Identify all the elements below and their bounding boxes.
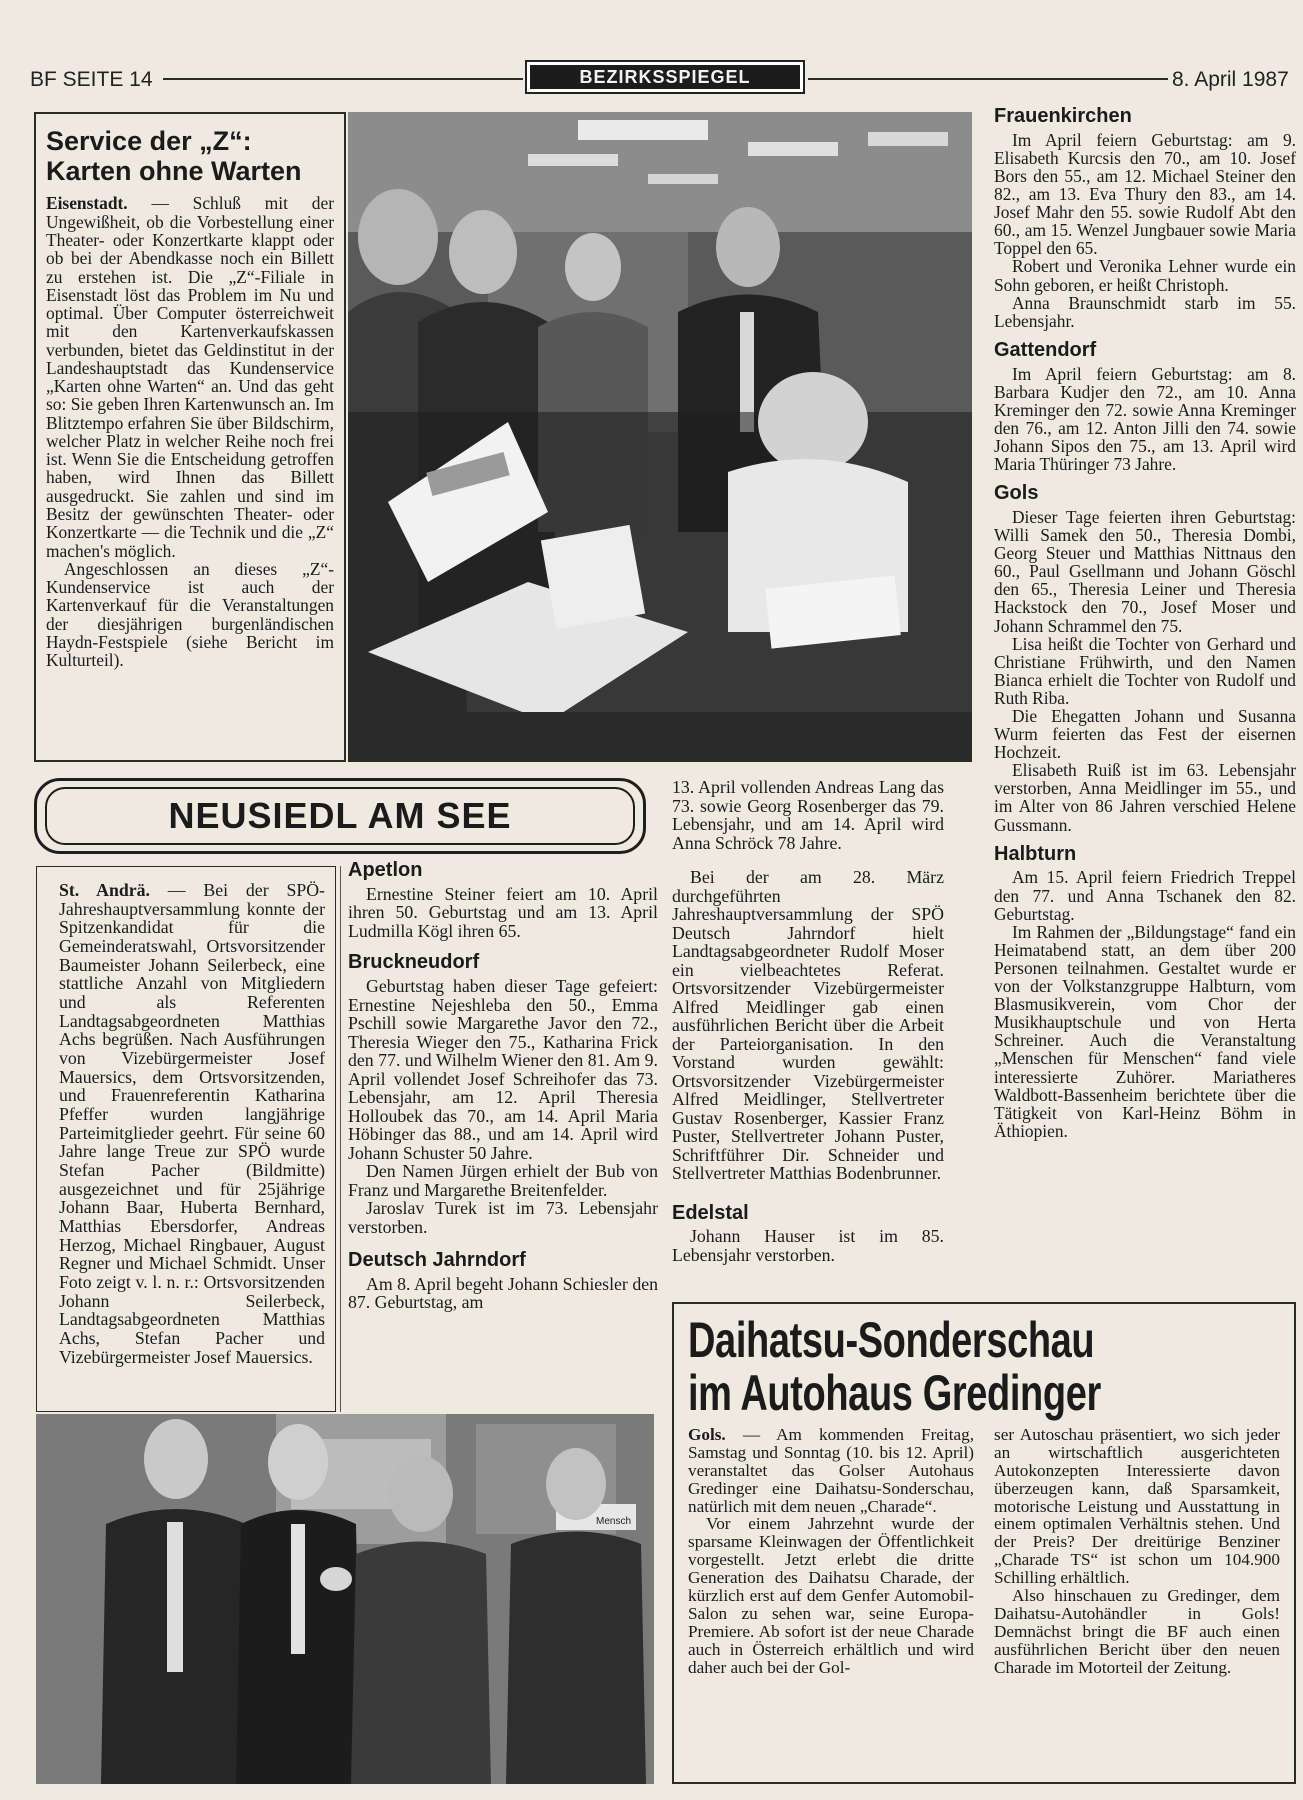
paragraph: Im April feiern Geburtstag: am 9. Elisabeth Kurcsis den 70., am 10. Josef Bors den 55., am 12. Michael Steiner den 82., am 13. Eva Thury den 83., am 14. Josef Mahr den 55. sowie Rudolf Abt den 60., am 15. Wenzel Jungbauer sowie Maria Toppel den 65. (994, 129, 1296, 259)
dateline: Eisenstadt. (46, 193, 128, 214)
paragraph: Angeschlossen an dieses „Z“-Kundenservice ist auch der Kartenverkauf für die Veranstaltungen der diesjährigen burgenländischen Haydn-Festspiele (siehe Bericht im Kulturteil). (46, 558, 334, 671)
region-banner-outer (34, 778, 646, 854)
column-mid-right (672, 778, 944, 1264)
section-edelstal-heading: Edelstal (672, 1201, 749, 1224)
section-gattendorf-heading: Gattendorf (994, 338, 1097, 361)
article-service-body (46, 194, 334, 669)
article-service-box (34, 112, 346, 762)
section-title-box (525, 60, 805, 94)
section-frauenkirchen-heading: Frauenkirchen (994, 105, 1132, 127)
section-bruckneudorf-heading: Bruckneudorf (348, 951, 480, 974)
dateline: St. Andrä. (59, 880, 150, 900)
paragraph: — Schluß mit der Ungewißheit, ob die Vorbestellung einer Theater- oder Konzertkarte klappt oder ob bei der Abendkasse noch ein Billett zu erstehen ist. Die „Z“-Filiale in Eisenstadt löst das Problem im Nu und optimal. Über Computer österreichweit mit den Kartenverkaufskassen verbunden, bietet das Geldinstitut in der Landeshauptstadt das Kundenservice „Karten ohne Warten“ an. Und das geht so: Sie geben Ihren Kartenwunsch an. Im Blitztempo erfahren Sie über Bildschirm, welcher Platz in welcher Reihe noch frei ist. Wenn Sie die Entscheidung getroffen haben, wird Ihnen das Billett ausgedruckt. Sie zahlen und sind im Besitz der gewünschten Theater- oder Konzertkarte — die Technik und die „Z“ machen's möglich. (46, 193, 334, 561)
paragraph: Den Namen Jürgen erhielt der Bub von Franz und Margarethe Breitenfelder. (348, 1161, 658, 1200)
page-number: BF SEITE 14 (30, 68, 153, 91)
paragraph: Geburtstag haben dieser Tage gefeiert: Ernestine Nejeshleba den 50., Emma Pschill sowie Margarethe Javor den 72., Theresia Wieger den 75., Katharina Frick den 77. und Wilhelm Wiener den 81. Am 9. April vollendet Josef Schreihofer das 73. Lebensjahr, am 12. April Theresia Holloubek das 70., am 14. April Maria Höbinger das 88., und am 14. April wird Johann Schuster 50 Jahre. (348, 976, 658, 1163)
column-divider (340, 866, 341, 1412)
headline-line-1: Service der „Z“: (46, 126, 252, 156)
headline-line-2: Karten ohne Warten (46, 156, 302, 187)
paragraph: 13. April vollenden Andreas Lang das 73. sowie Georg Rosenberger das 79. Lebensjahr, und am 14. April wird Anna Schröck 78 Jahre. (672, 777, 944, 853)
article-daihatsu-col-1 (688, 1426, 974, 1676)
paragraph: Jaroslav Turek ist im 73. Lebensjahr verstorben. (348, 1198, 658, 1237)
photo-spoe-honorees-image (36, 1414, 654, 1784)
paragraph: Die Ehegatten Johann und Susanna Wurm feierten das Fest der eisernen Hochzeit. (994, 706, 1296, 763)
column-mid (348, 860, 658, 1312)
article-daihatsu-box (672, 1302, 1296, 1784)
column-right (994, 106, 1296, 1140)
paragraph: — Bei der SPÖ-Jahreshauptversammlung konnte der Spitzenkandidat für die Gemeinderatswahl, Ortsvorsitzender Baumeister Johann Seilerbeck, eine stattliche Anzahl von Mitgliedern und als Referenten Landtagsabgeordneten Matthias Achs begrüßen. Nach Ausführungen von Vizebürgermeister Josef Mauersics, dem Ortsvorsitzenden, und Frauenreferentin Katharina Pfeffer wurden langjährige Parteimitglieder geehrt. Für seine 60 Jahre lange Treue zur SPÖ wurde Stefan Pacher (Bildmitte) ausgezeichnet und für 25jährige Johann Baar, Huberta Bernhard, Matthias Ebersdorfer, Andreas Herzog, Michael Ringbauer, August Regner und Michael Schmidt. Unser Foto zeigt v. l. n. r.: Ortsvorsitzenden Johann Seilerbeck, Landtagsabgeordneten Matthias Achs, Stefan Pacher und Vizebürgermeister Josef Mauersics. (59, 880, 325, 1367)
paragraph: ser Autoschau präsentiert, wo sich jeder an wirtschaftlich ausgerichteten Autokonzepten Interessierte davon überzeugen kann, daß Sparsamkeit, motorische Leistung und Ausstattung in einem optimalen Verhältnis stehen. Und der Preis? Der dreitürige Benziner „Charade TS“ ist schon um 104.900 Schilling erhältlich. (994, 1425, 1280, 1588)
section-title: BEZIRKSSPIEGEL (530, 65, 800, 89)
headline-line-2: im Autohaus Gredinger (688, 1365, 1101, 1421)
region-banner: NEUSIEDL AM SEE (45, 787, 635, 845)
section-halbturn-heading: Halbturn (994, 842, 1077, 865)
section-deutsch-jahrndorf-heading: Deutsch Jahrndorf (348, 1249, 526, 1272)
paragraph: Also hinschauen zu Gredinger, dem Daihatsu-Autohändler in Gols! Demnächst bringt die BF auch einen ausführlichen Bericht über den neuen Charade im Motorteil der Zeitung. (994, 1586, 1280, 1677)
article-service-headline (46, 126, 334, 186)
paragraph: Bei der am 28. März durchgeführten Jahreshauptversammlung der SPÖ Deutsch Jahrndorf hielt Landtagsabgeordneter Rudolf Moser ein vielbeachtetes Referat. Ortsvorsitzender Vizebürgermeister Alfred Meidlinger gab einen ausführlichen Bericht über die Arbeit der Parteiorganisation. In den Vorstand wurden gewählt: Ortsvorsitzender Vizebürgermeister Alfred Meidlinger, Stellvertreter Gustav Rosenberger, Kassier Franz Puster, Stellvertreter Johann Puster, Schriftführer Dir. Schneider und Stellvertreter Matthias Bodenbrunner. (672, 867, 944, 1183)
article-daihatsu-col-2 (994, 1426, 1280, 1676)
section-gols-heading: Gols (994, 482, 1039, 505)
paragraph: Robert und Veronika Lehner wurde ein Sohn geboren, er heißt Christoph. (994, 256, 1296, 295)
header-rule-left (163, 78, 523, 80)
paragraph: Ernestine Steiner feiert am 10. April ihren 50. Geburtstag und am 13. April Ludmilla Kögl ihren 65. (348, 883, 658, 941)
dateline: Gols. (688, 1425, 726, 1444)
paragraph: Am 8. April begeht Johann Schiesler den 87. Geburtstag, am (348, 1273, 658, 1313)
section-apetlon-heading: Apetlon (348, 859, 423, 881)
paragraph: — Am kommenden Freitag, Samstag und Sonntag (10. bis 12. April) veranstaltet das Golser Autohaus Gredinger eine Daihatsu-Sonderschau, natürlich mit dem neuen „Charade“. (688, 1425, 974, 1516)
paragraph: Dieser Tage feierten ihren Geburtstag: Willi Samek den 50., Theresia Dombi, Georg Steuer und Matthias Nittnaus den 60., Paul Gsellmann und Johann Göschl den 65., Theresia Leiner und Theresia Hackstock den 70., Josef Moser und Johann Schrammel den 75. (994, 506, 1296, 636)
paragraph: Am 15. April feiern Friedrich Treppel den 77. und Anna Tschanek den 82. Geburtstag. (994, 867, 1296, 924)
headline-line-1: Daihatsu-Sonderschau (688, 1312, 1095, 1368)
article-standrae-body (37, 867, 335, 1366)
paragraph: Im April feiern Geburtstag: am 8. Barbara Kudjer den 72., am 10. Anna Kreminger den 72. sowie Anna Kreminger den 76., am 12. Anton Jilli den 74. sowie Johann Sipos den 75., am 13. April wird Maria Thüringer 73 Jahre. (994, 363, 1296, 475)
paragraph: Johann Hauser ist im 85. Lebensjahr verstorben. (672, 1226, 944, 1265)
photo-poster-text: Mensch (596, 1516, 632, 1527)
article-standrae-box (36, 866, 336, 1412)
photo-ticket-counter-image (348, 112, 972, 762)
photo-spoe-honorees (36, 1414, 654, 1784)
paragraph: Anna Braunschmidt starb im 55. Lebensjahr. (994, 292, 1296, 331)
article-daihatsu-columns (688, 1426, 1280, 1676)
paragraph: Im Rahmen der „Bildungstage“ fand ein Heimatabend statt, an dem über 200 Personen teilnahmen. Gestaltet wurde er von der Volkstanzgruppe Halbturn, vom Blasmusikverein, vom Chor der Musikhauptschule und von Herta Schreiner. Auch die Veranstaltung „Menschen für Menschen“ fand viele interessierte Zuhörer. Mariatheres Waldbott-Bassenheim berichtete über die Tätigkeit von Karl-Heinz Böhm in Äthiopien. (994, 921, 1296, 1141)
photo-ticket-counter (348, 112, 972, 762)
article-daihatsu-headline (688, 1314, 1266, 1420)
issue-date: 8. April 1987 (1172, 68, 1289, 91)
header-rule-right (808, 78, 1168, 80)
paragraph: Vor einem Jahrzehnt wurde der sparsame Kleinwagen der Öffentlichkeit vorgestellt. Jetzt erlebt die dritte Generation des Daihatsu Charade, der kürzlich erst auf dem Genfer Automobil-Salon zu sehen war, seine Europa-Premiere. Ab sofort ist der neue Charade auch in Österreich erhältlich und wird daher auch bei der Gol- (688, 1514, 974, 1677)
paragraph: Lisa heißt die Tochter von Gerhard und Christiane Frühwirth, und den Namen Bianca erhielt die Tochter von Rudolf und Ruth Riba. (994, 633, 1296, 708)
paragraph: Elisabeth Ruiß ist im 63. Lebensjahr verstorben, Anna Meidlinger im 55., und im Alter von 86 Jahren verschied Helene Gussmann. (994, 760, 1296, 835)
